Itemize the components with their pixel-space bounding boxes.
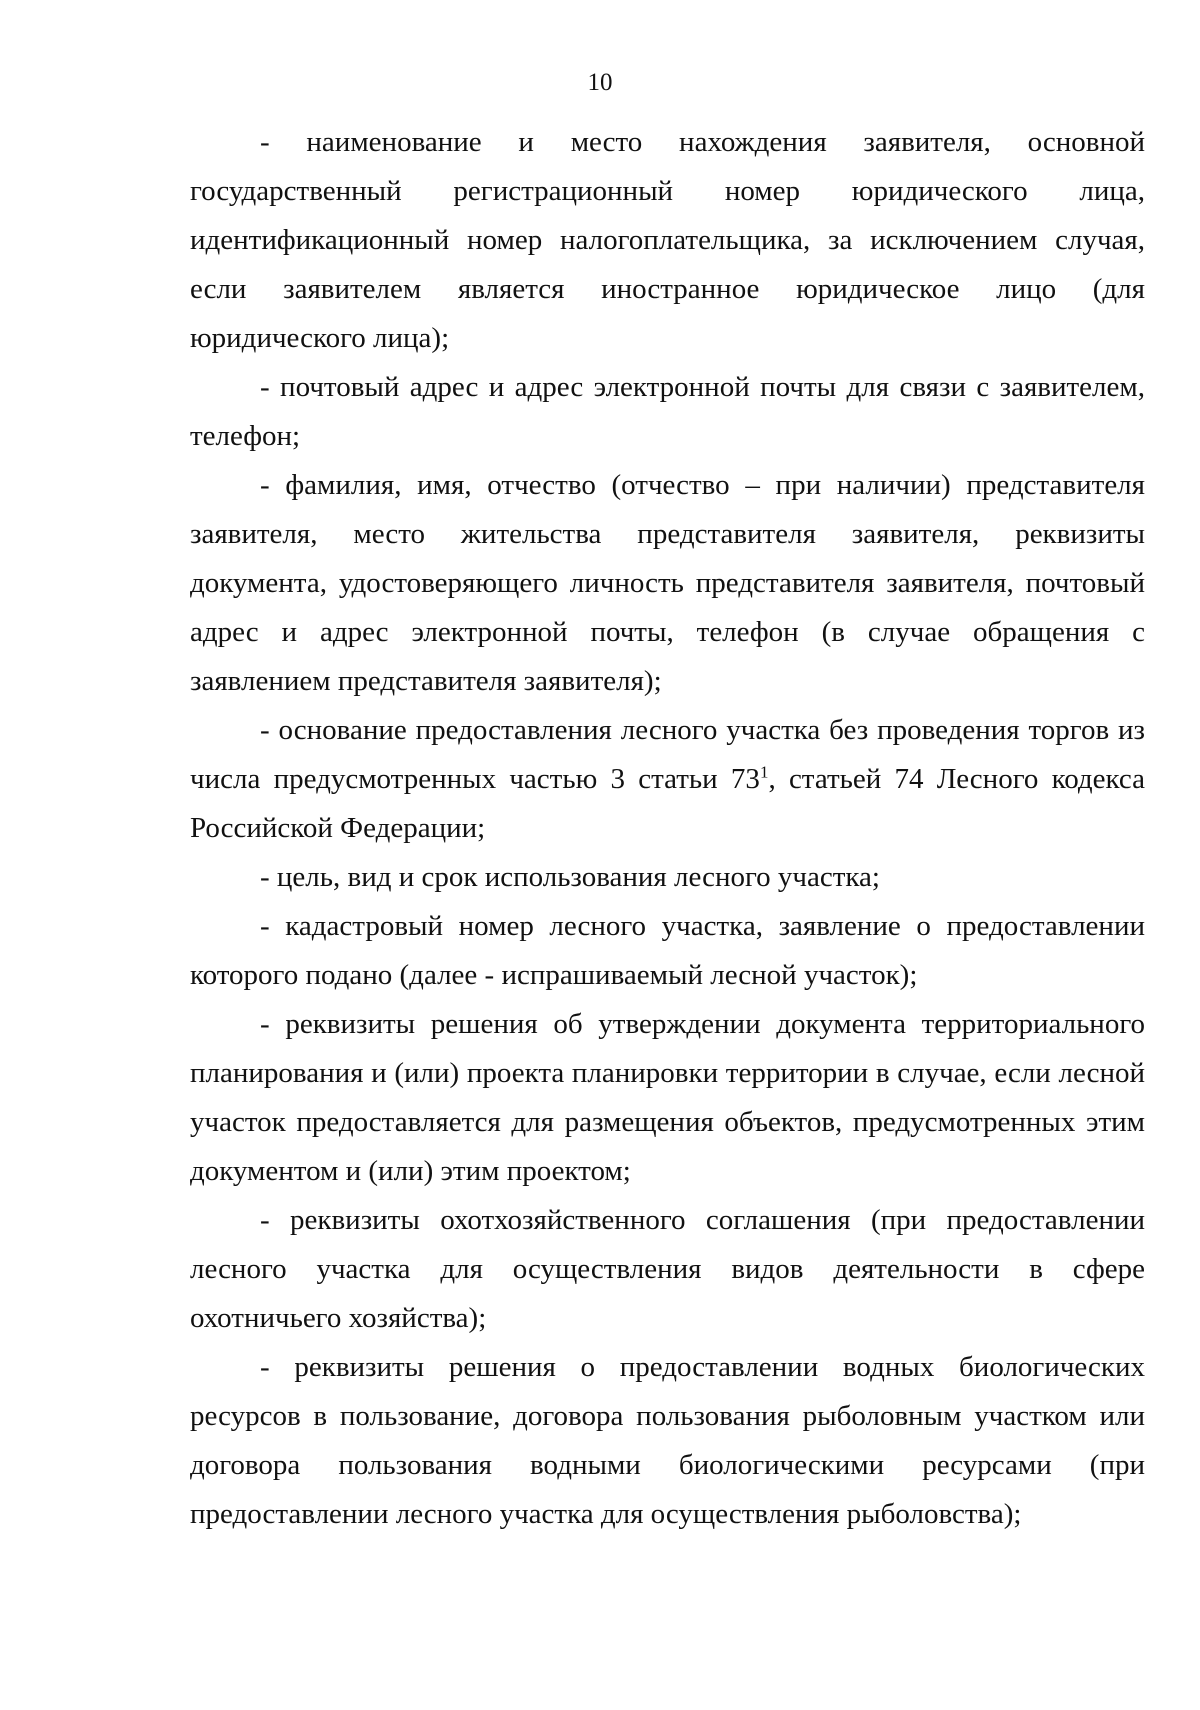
paragraph-representative: - фамилия, имя, отчество (отчество – при наличии) представителя заявителя, место жительства представителя заявителя, реквизиты документа, удостоверяющего личность представителя заявителя, почтовый адрес и адрес электронной почты, телефон (в случае обращения с заявлением представителя заявителя); [190,469,1145,697]
grounds-text-before: - основание предоставления лесного участка без проведения торгов из числа предусмотренных частью 3 статьи 73 [190,714,1145,795]
paragraph-purpose: - цель, вид и срок использования лесного участка; [260,861,880,893]
paragraph-fishing-decision: - реквизиты решения о предоставлении водных биологических ресурсов в пользование, договора пользования рыболовным участком или договора пользования водными биологическими ресурсами (при предоставлении лесного участка для осуществления рыболовства); [190,1351,1145,1530]
page-number: 10 [587,69,613,96]
paragraph-grounds [190,706,1145,853]
paragraph-postal-address: - почтовый адрес и адрес электронной почты для связи с заявителем, телефон; [190,371,1145,452]
grounds-superscript: 1 [759,762,769,782]
paragraph-hunting-agreement: - реквизиты охотхозяйственного соглашения (при предоставлении лесного участка для осуществления видов деятельности в сфере охотничьего хозяйства); [190,1204,1145,1334]
paragraph-cadastral-number: - кадастровый номер лесного участка, заявление о предоставлении которого подано (далее - испрашиваемый лесной участок); [190,910,1145,991]
document-body [190,118,1145,1539]
paragraph-applicant-name: - наименование и место нахождения заявителя, основной государственный регистрационный номер юридического лица, идентификационный номер налогоплательщика, за исключением случая, если заявителем является иностранное юридическое лицо (для юридического лица); [190,126,1145,354]
paragraph-planning-decision: - реквизиты решения об утверждении документа территориального планирования и (или) проекта планировки территории в случае, если лесной участок предоставляется для размещения объектов, предусмотренных этим документом и (или) этим проектом; [190,1008,1145,1187]
grounds-text-after: , статьей 74 Лесного кодекса Российской Федерации; [190,763,1145,844]
